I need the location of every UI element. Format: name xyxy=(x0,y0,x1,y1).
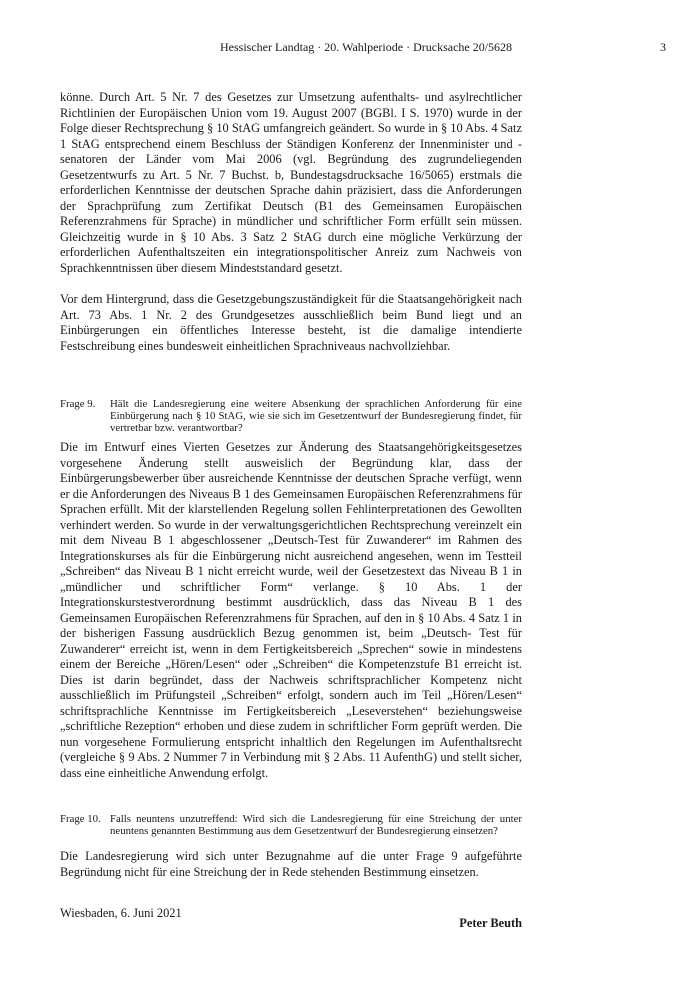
question-9 xyxy=(60,398,522,434)
page-header xyxy=(0,40,700,56)
answer-paragraph-continued: könne. Durch Art. 5 Nr. 7 des Gesetzes zur Umsetzung aufenthalts- und asylrechtlicher Richtlinien der Europäischen Union vom 19. August 2007 (BGBl. I S. 1970) wurde in der Folge dieser Rechtsprechung § 10 StAG umfangreich geändert. So wurde in § 10 Abs. 4 Satz 1 StAG entsprechend einem Beschluss der Ständigen Konferenz der Innenminister und -senatoren der Länder vom Mai 2006 (vgl. Begründung des zugrundeliegenden Gesetzentwurfs zu Art. 5 Nr. 7 Buchst. b, Bundestagsdrucksache 16/5065) erstmals die erforderlichen Kenntnisse der deutschen Sprache dahin präzisiert, dass die Anforderungen der Sprachprüfung zum Zertifikat Deutsch (B1 des Gemeinsamen Europäischen Referenzrahmens für Sprache) in mündlicher und schriftlicher Form erfüllt sein müssen. Gleichzeitig wurde in § 10 Abs. 3 Satz 2 StAG durch eine mögliche Verkürzung der erforderlichen Aufenthaltszeiten ein integrationspolitischer Anreiz zum Nachweis von Sprachkenntnissen über diesem Mindeststandard gesetzt. xyxy=(60,90,522,275)
question-9-label: Frage 9. xyxy=(60,398,96,410)
place-and-date: Wiesbaden, 6. Juni 2021 xyxy=(60,906,182,920)
answer-9-paragraph: Die im Entwurf eines Vierten Gesetzes zur Änderung des Staatsangehörigkeitsgesetzes vorgesehene Änderung stellt ausweislich der Begründung klar, dass der Einbürgerungsbewerber über ausreichende Kenntnisse der deutschen Sprache verfügt, wenn er die Anforderungen des Niveaus B 1 des Gemeinsamen Europäischen Referenzrahmens für Sprachen erfüllt. Mit der klarstellenden Regelung sollen Fehlinterpretationen des Gewollten verhindert werden. So wurde in der verwaltungsgerichtlichen Rechtsprechung vereinzelt ein mit dem Niveau B 1 abgeschlossener „Deutsch-Test für Zuwanderer“ im Rahmen des Integrationskurses als für die Einbürgerung nicht ausreichend angesehen, wenn im Testteil „Schreiben“ das Niveau B 1 nicht erreicht wurde, weil der Gesetzestext das Niveau B 1 in „mündlicher und schriftlicher Form“ verlange. § 10 Abs. 1 der Integrationskurstestverordnung bestimmt ausdrücklich, dass das Niveau B 1 des Gemeinsamen Europäischen Referenzrahmens für Sprachen, auf den in § 10 Abs. 4 Satz 1 in der bisherigen Fassung ausdrücklich Bezug genommen ist, beim „Deutsch- Test für Zuwanderer“ erreicht ist, wenn in dem Fertigkeitsbereich „Sprechen“ sowie in mindestens einem der Bereiche „Hören/Lesen“ oder „Schreiben“ die Kompetenzstufe B1 erreicht ist. Dies ist darin begründet, dass der Nachweis schriftsprachlicher Kompetenz nicht ausschließlich im Prüfungsteil „Schreiben“ erfolgt, sondern auch im Teil „Hören/Lesen“ schriftsprachliche Kenntnisse im Fertigkeitsbereich „Leseverstehen“ beziehungsweise „schriftliche Rezeption“ erhoben und diese zudem in schriftlicher Form geprüft werden. Die nun vorgesehene Formulierung entspricht inhaltlich den Regelungen im Aufenthaltsrecht (vergleiche § 9 Abs. 2 Nummer 7 in Verbindung mit § 2 Abs. 11 AufenthG) und stellt sicher, dass eine einheitliche Anwendung erfolgt. xyxy=(60,440,522,780)
answer-10-paragraph: Die Landesregierung wird sich unter Bezugnahme auf die unter Frage 9 aufgeführte Begründung nicht für eine Streichung der in Rede stehenden Bestimmung einsetzen. xyxy=(60,849,522,879)
question-9-text: Hält die Landesregierung eine weitere Absenkung der sprachlichen Anforderung für eine Einbürgerung nach § 10 StAG, wie sie sich im Gesetzentwurf der Bundesregierung findet, für vertretbar bzw. verantwortbar? xyxy=(110,398,522,434)
question-10 xyxy=(60,813,522,837)
page-number: 3 xyxy=(660,40,666,54)
question-10-label: Frage 10. xyxy=(60,813,101,825)
header-document-reference: Hessischer Landtag · 20. Wahlperiode · Drucksache 20/5628 xyxy=(220,40,513,54)
answer-paragraph-legislative-competence: Vor dem Hintergrund, dass die Gesetzgebungszuständigkeit für die Staatsangehörigkeit nach Art. 73 Abs. 1 Nr. 2 des Grundgesetzes ausschließlich beim Bund liegt und an Einbürgerungen ein öffentliches Interesse besteht, ist die damalige intendierte Festschreibung eines bundesweit einheitlichen Sprachniveaus nachvollziehbar. xyxy=(60,292,522,353)
signer-name: Peter Beuth xyxy=(459,915,522,930)
document-body xyxy=(60,90,522,931)
question-10-text: Falls neuntens unzutreffend: Wird sich die Landesregierung für eine Streichung der unter neuntens genannten Bestimmung aus dem Gesetzentwurf der Bundesregierung einsetzen? xyxy=(110,813,522,837)
